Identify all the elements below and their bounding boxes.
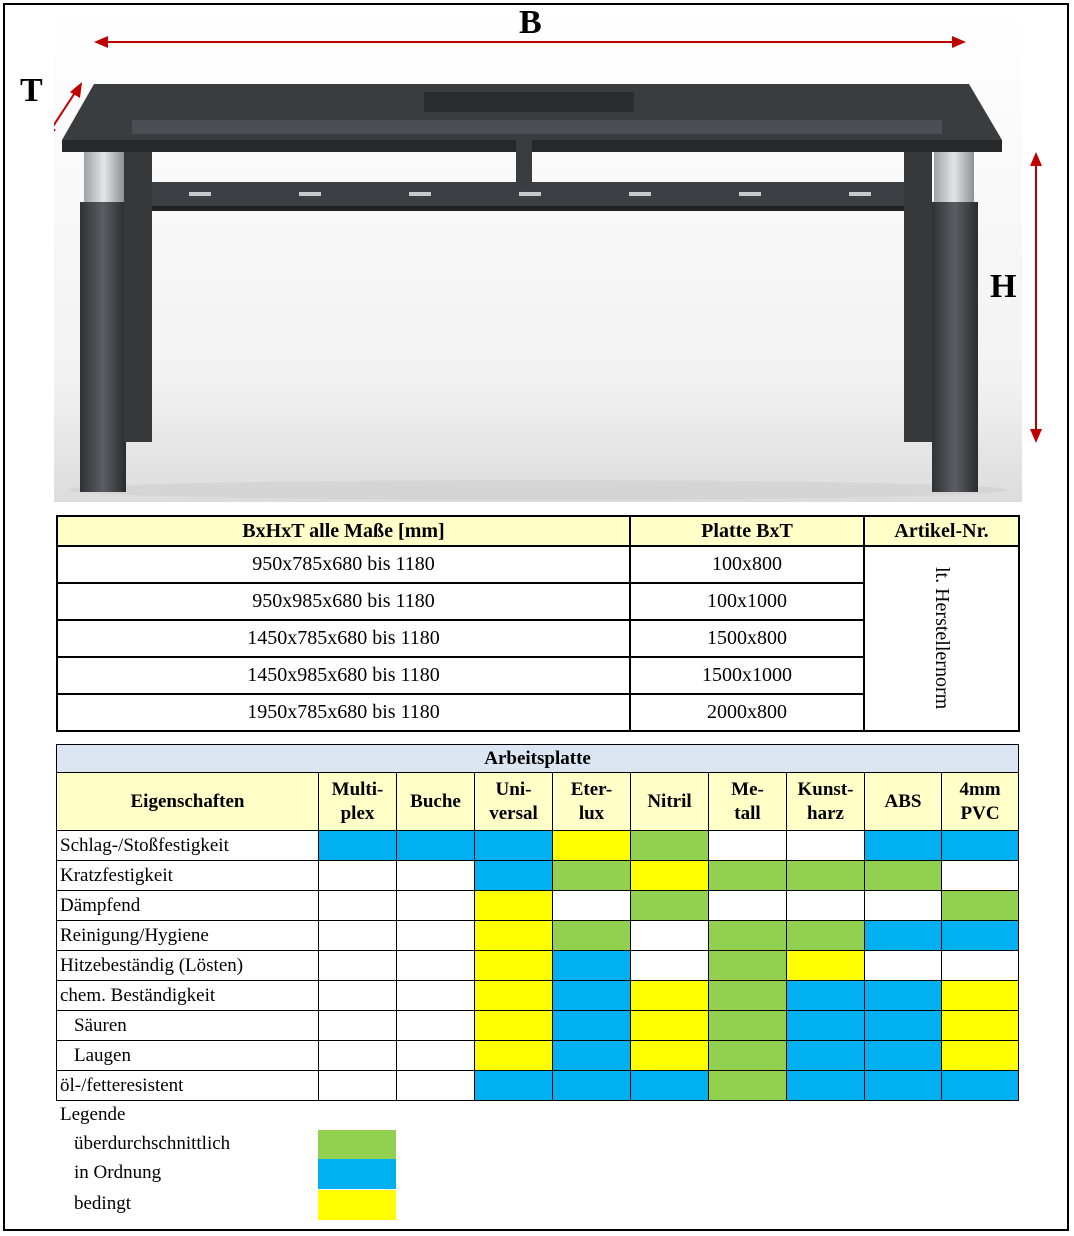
dimensions-cell: 950x985x680 bis 1180 xyxy=(57,583,630,620)
table-row xyxy=(57,861,1019,891)
rating-cell xyxy=(397,951,475,981)
rating-cell xyxy=(865,1071,942,1101)
rating-cell xyxy=(475,1071,553,1101)
rating-cell xyxy=(553,1071,631,1101)
rating-cell xyxy=(631,921,709,951)
rating-cell xyxy=(942,981,1019,1011)
rating-cell xyxy=(709,831,787,861)
rating-cell xyxy=(397,891,475,921)
rating-cell xyxy=(787,891,865,921)
table-frame-illustration xyxy=(54,12,1022,502)
article-note: lt. Herstellernorm xyxy=(864,546,1019,731)
property-label: Schlag-/Stoßfestigkeit xyxy=(57,831,319,861)
rating-cell xyxy=(865,861,942,891)
material-name-line1: Buche xyxy=(410,790,461,812)
dimensions-cell: 1450x985x680 bis 1180 xyxy=(57,657,630,694)
material-name-line1: Kunst- xyxy=(797,778,854,800)
dimensions-cell: 950x785x680 bis 1180 xyxy=(57,546,630,583)
rating-cell xyxy=(553,891,631,921)
rating-cell xyxy=(865,1041,942,1071)
properties-header-row xyxy=(57,773,1019,831)
rating-cell xyxy=(319,1071,397,1101)
rating-cell xyxy=(475,861,553,891)
dimensions-cell: 1450x785x680 bis 1180 xyxy=(57,620,630,657)
plate-cell: 100x1000 xyxy=(630,583,864,620)
material-name-line1: Eter- xyxy=(570,778,613,800)
rating-cell xyxy=(319,921,397,951)
legend-item-label: überdurchschnittlich xyxy=(74,1133,231,1154)
material-column-header xyxy=(865,773,942,831)
rating-cell xyxy=(787,1071,865,1101)
material-name-line1: ABS xyxy=(884,790,922,812)
material-name-line1: Nitril xyxy=(647,790,692,812)
rating-cell xyxy=(319,891,397,921)
material-name-line2: PVC xyxy=(960,802,1000,824)
rating-cell xyxy=(319,1041,397,1071)
plate-cell: 100x800 xyxy=(630,546,864,583)
rating-cell xyxy=(865,831,942,861)
property-label: chem. Beständigkeit xyxy=(57,981,319,1011)
rating-cell xyxy=(709,891,787,921)
property-label: Dämpfend xyxy=(57,891,319,921)
material-column-header xyxy=(397,773,475,831)
table-row xyxy=(57,891,1019,921)
material-column-header xyxy=(475,773,553,831)
rating-cell xyxy=(397,921,475,951)
rating-cell xyxy=(397,981,475,1011)
size-table xyxy=(56,515,1020,732)
depth-label: T xyxy=(20,72,43,109)
property-label: öl-/fetteresistent xyxy=(57,1071,319,1101)
material-column-header xyxy=(631,773,709,831)
rating-cell xyxy=(631,831,709,861)
material-name-line2: versal xyxy=(489,802,538,824)
rating-cell xyxy=(553,981,631,1011)
header-article: Artikel-Nr. xyxy=(864,516,1019,546)
rating-cell xyxy=(709,1041,787,1071)
material-name-line2: lux xyxy=(578,802,605,824)
rating-cell xyxy=(942,891,1019,921)
height-label: H xyxy=(990,268,1017,305)
rating-cell xyxy=(475,831,553,861)
property-label: Säuren xyxy=(57,1011,319,1041)
dimensions-cell: 1950x785x680 bis 1180 xyxy=(57,694,630,731)
rating-cell xyxy=(475,981,553,1011)
rating-cell xyxy=(787,951,865,981)
rating-cell xyxy=(865,921,942,951)
rating-cell xyxy=(709,861,787,891)
plate-cell: 1500x1000 xyxy=(630,657,864,694)
rating-cell xyxy=(942,921,1019,951)
table-row xyxy=(57,981,1019,1011)
rating-cell xyxy=(709,921,787,951)
rating-cell xyxy=(631,1071,709,1101)
rating-cell xyxy=(475,1011,553,1041)
plate-cell: 2000x800 xyxy=(630,694,864,731)
rating-cell xyxy=(397,831,475,861)
rating-cell xyxy=(631,891,709,921)
rating-cell xyxy=(709,1011,787,1041)
rating-cell xyxy=(319,861,397,891)
rating-cell xyxy=(709,1071,787,1101)
section-title: Arbeitsplatte xyxy=(57,745,1019,773)
rating-cell xyxy=(942,831,1019,861)
height-arrow xyxy=(1026,150,1046,445)
rating-cell xyxy=(942,1071,1019,1101)
rating-cell xyxy=(553,951,631,981)
rating-cell xyxy=(319,951,397,981)
rating-cell xyxy=(319,981,397,1011)
table-row xyxy=(57,921,1019,951)
table-row xyxy=(57,1011,1019,1041)
properties-table xyxy=(56,744,1019,1101)
header-properties: Eigenschaften xyxy=(57,773,319,831)
width-label: B xyxy=(519,4,542,41)
property-label: Laugen xyxy=(57,1041,319,1071)
rating-cell xyxy=(475,951,553,981)
legend-title: Legende xyxy=(60,1104,126,1125)
material-column-header xyxy=(553,773,631,831)
table-row xyxy=(57,951,1019,981)
rating-cell xyxy=(475,891,553,921)
plate-cell: 1500x800 xyxy=(630,620,864,657)
rating-cell xyxy=(787,1041,865,1071)
rating-cell xyxy=(865,891,942,921)
material-name-line2: harz xyxy=(807,802,844,824)
rating-cell xyxy=(553,1041,631,1071)
material-name-line1: 4mm xyxy=(959,778,1001,800)
rating-cell xyxy=(631,1011,709,1041)
property-label: Hitzebeständig (Lösten) xyxy=(57,951,319,981)
rating-cell xyxy=(631,951,709,981)
material-column-header xyxy=(787,773,865,831)
property-label: Kratzfestigkeit xyxy=(57,861,319,891)
rating-cell xyxy=(942,1041,1019,1071)
legend-swatch xyxy=(318,1159,396,1189)
rating-cell xyxy=(631,1041,709,1071)
rating-cell xyxy=(397,1071,475,1101)
rating-cell xyxy=(475,1041,553,1071)
rating-cell xyxy=(865,951,942,981)
property-label: Reinigung/Hygiene xyxy=(57,921,319,951)
rating-cell xyxy=(709,951,787,981)
material-name-line1: Multi- xyxy=(331,778,384,800)
legend-item-label: in Ordnung xyxy=(74,1162,162,1183)
rating-cell xyxy=(475,921,553,951)
rating-cell xyxy=(865,1011,942,1041)
rating-cell xyxy=(553,831,631,861)
material-column-header xyxy=(709,773,787,831)
header-plate: Platte BxT xyxy=(630,516,864,546)
rating-cell xyxy=(942,1011,1019,1041)
rating-cell xyxy=(553,861,631,891)
table-row xyxy=(57,1071,1019,1101)
rating-cell xyxy=(787,831,865,861)
rating-cell xyxy=(631,981,709,1011)
rating-cell xyxy=(553,1011,631,1041)
material-name-line2: plex xyxy=(340,802,375,824)
rating-cell xyxy=(631,861,709,891)
table-row xyxy=(57,546,1019,583)
rating-cell xyxy=(553,921,631,951)
table-row xyxy=(57,831,1019,861)
rating-cell xyxy=(397,861,475,891)
table-row xyxy=(57,1041,1019,1071)
rating-cell xyxy=(397,1041,475,1071)
material-name-line2: tall xyxy=(734,802,761,824)
size-table-header xyxy=(57,516,1019,546)
material-name-line1: Me- xyxy=(731,778,764,800)
material-column-header xyxy=(942,773,1019,831)
rating-cell xyxy=(319,831,397,861)
rating-cell xyxy=(942,861,1019,891)
material-column-header xyxy=(319,773,397,831)
legend-swatch xyxy=(318,1130,396,1160)
header-dimensions: BxHxT alle Maße [mm] xyxy=(57,516,630,546)
rating-cell xyxy=(319,1011,397,1041)
rating-cell xyxy=(787,981,865,1011)
rating-cell xyxy=(942,951,1019,981)
rating-cell xyxy=(787,1011,865,1041)
rating-cell xyxy=(397,1011,475,1041)
material-name-line1: Uni- xyxy=(495,778,532,800)
rating-cell xyxy=(787,921,865,951)
rating-cell xyxy=(787,861,865,891)
legend-item-label: bedingt xyxy=(74,1193,131,1214)
legend-swatch xyxy=(318,1190,396,1220)
rating-cell xyxy=(865,981,942,1011)
rating-cell xyxy=(709,981,787,1011)
